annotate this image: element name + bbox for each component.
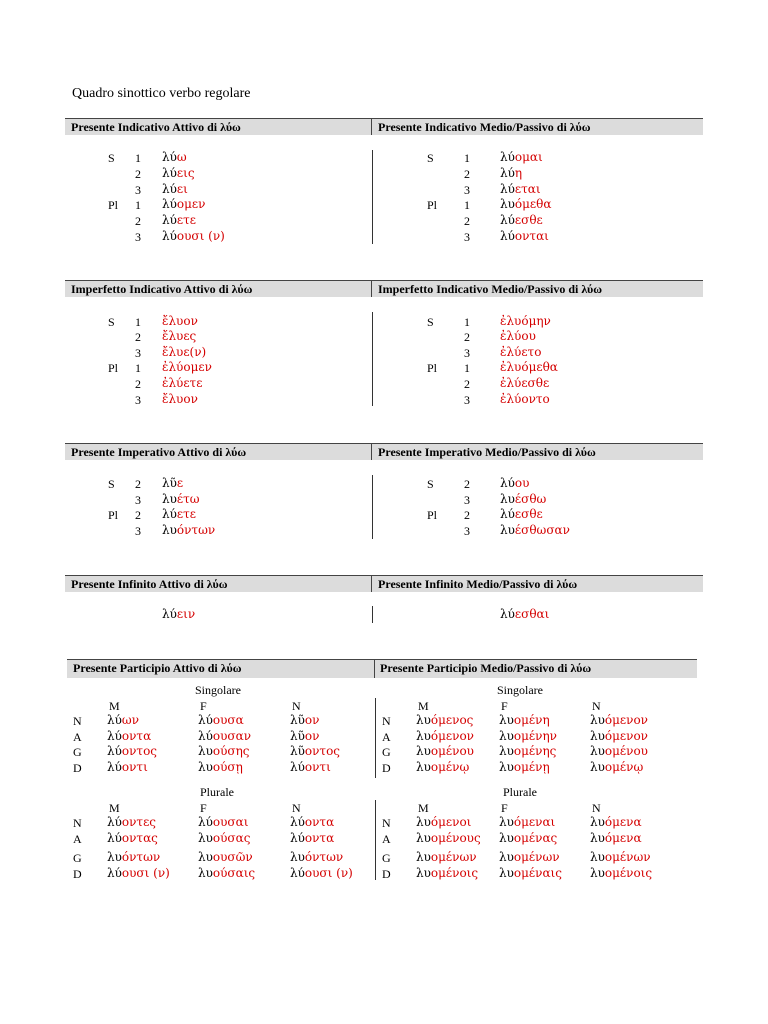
person-number: 1 — [135, 151, 141, 165]
header-divider — [371, 444, 372, 460]
page-title: Quadro sinottico verbo regolare — [72, 86, 251, 101]
participle-form: λυομένην — [499, 729, 557, 743]
verb-form: λύεσθε — [500, 213, 543, 227]
participle-form: λυόμενος — [416, 713, 474, 727]
case-label: D — [382, 867, 391, 881]
label-plural: Pl — [108, 198, 119, 212]
label-plural: Pl — [108, 508, 119, 522]
verb-form: ἐλύετε — [162, 376, 203, 390]
gender-header: N — [592, 699, 601, 713]
case-label: A — [382, 730, 391, 744]
person-number: 3 — [135, 493, 141, 507]
participle-form: λυόντων — [107, 850, 161, 864]
header-divider — [374, 660, 375, 678]
gender-header: N — [292, 699, 301, 713]
singular-label: Singolare — [195, 683, 241, 697]
person-number: 1 — [135, 361, 141, 375]
infinitive-active: λύειν — [162, 607, 196, 621]
participle-form: λυομένους — [416, 831, 481, 845]
person-number: 3 — [464, 183, 470, 197]
case-label: N — [382, 816, 391, 830]
header-left-title: Presente Participio Attivo di λύω — [73, 661, 242, 675]
verb-form: λύη — [500, 166, 523, 180]
person-number: 3 — [135, 346, 141, 360]
gender-header: M — [418, 801, 429, 815]
section-header-pres-ind — [65, 118, 703, 135]
verb-form: λῦε — [162, 476, 184, 490]
person-number: 2 — [464, 377, 470, 391]
verb-form: λύονται — [500, 229, 549, 243]
participle-form: λύουσι (ν) — [290, 866, 353, 880]
label-plural: Pl — [427, 361, 438, 375]
case-label: G — [73, 851, 82, 865]
verb-form: λυέτω — [162, 492, 200, 506]
participle-form: λύοντος — [107, 744, 158, 758]
participle-form: λύουσα — [198, 713, 244, 727]
participle-form: λυομένου — [416, 744, 474, 758]
plural-label: Plurale — [503, 785, 537, 799]
verb-form: ἐλυόμεθα — [500, 360, 558, 374]
header-left-title: Imperfetto Indicativo Attivo di λύω — [71, 282, 253, 296]
header-left-title: Presente Imperativo Attivo di λύω — [71, 445, 247, 459]
person-number: 1 — [464, 198, 470, 212]
case-label: A — [73, 730, 82, 744]
person-number: 3 — [135, 393, 141, 407]
participle-form: λυομένοις — [590, 866, 653, 880]
verb-form: λύετε — [162, 507, 196, 521]
header-divider — [371, 119, 372, 135]
participle-form: λυούσης — [198, 744, 250, 758]
infinitive-middle: λύεσθαι — [500, 607, 550, 621]
verb-form: λυέσθωσαν — [500, 523, 570, 537]
verb-form: ἐλυόμην — [500, 314, 551, 328]
verb-form: λύου — [500, 476, 530, 490]
person-number: 1 — [464, 361, 470, 375]
person-number: 2 — [135, 330, 141, 344]
participle-form: λυόμενον — [590, 729, 648, 743]
column-divider — [372, 606, 373, 623]
participle-form: λυόντων — [290, 850, 344, 864]
participle-form: λυομένῳ — [590, 760, 644, 774]
person-number: 2 — [464, 330, 470, 344]
person-number: 2 — [464, 167, 470, 181]
plural-label: Plurale — [200, 785, 234, 799]
participle-form: λυομέναις — [499, 866, 562, 880]
participle-form: λυόμενα — [590, 815, 642, 829]
participle-form: λῦοντος — [290, 744, 341, 758]
participle-form: λυομένη — [499, 713, 550, 727]
participle-form: λύοντα — [107, 729, 152, 743]
gender-header: N — [292, 801, 301, 815]
verb-form: ἐλύεσθε — [500, 376, 550, 390]
gender-header: F — [200, 699, 207, 713]
verb-form: ἔλυον — [162, 392, 198, 406]
header-right-title: Presente Imperativo Medio/Passivo di λύω — [378, 445, 596, 459]
participle-form: λύοντα — [290, 815, 335, 829]
section-header-pres-part — [67, 659, 697, 678]
participle-form: λυούσας — [198, 831, 251, 845]
participle-form: λύοντα — [290, 831, 335, 845]
verb-form: ἐλύομεν — [162, 360, 212, 374]
participle-form: λυόμεναι — [499, 815, 556, 829]
person-number: 2 — [135, 508, 141, 522]
person-number: 2 — [135, 167, 141, 181]
gender-header: M — [418, 699, 429, 713]
participle-form: λυομένῃ — [499, 760, 550, 774]
person-number: 1 — [135, 198, 141, 212]
verb-form: ἔλυες — [162, 329, 197, 343]
case-label: G — [382, 745, 391, 759]
column-divider — [372, 150, 373, 244]
label-plural: Pl — [108, 361, 119, 375]
person-number: 1 — [135, 315, 141, 329]
person-number: 3 — [135, 230, 141, 244]
verb-form: λυόμεθα — [500, 197, 552, 211]
person-number: 2 — [464, 477, 470, 491]
label-plural: Pl — [427, 198, 438, 212]
column-divider — [375, 800, 376, 880]
person-number: 2 — [135, 477, 141, 491]
participle-form: λῦον — [290, 729, 320, 743]
person-number: 2 — [464, 214, 470, 228]
person-number: 1 — [464, 315, 470, 329]
participle-form: λύουσαι — [198, 815, 249, 829]
person-number: 1 — [464, 151, 470, 165]
person-number: 3 — [464, 230, 470, 244]
verb-form: ἐλύου — [500, 329, 536, 343]
participle-form: λύοντι — [290, 760, 331, 774]
person-number: 3 — [464, 346, 470, 360]
person-number: 2 — [135, 214, 141, 228]
singular-label: Singolare — [497, 683, 543, 697]
gender-header: N — [592, 801, 601, 815]
gender-header: F — [501, 699, 508, 713]
gender-header: M — [109, 699, 120, 713]
participle-form: λύουσαν — [198, 729, 252, 743]
participle-form: λυομένης — [499, 744, 557, 758]
verb-form: λύει — [162, 182, 188, 196]
verb-form: λύουσι (ν) — [162, 229, 225, 243]
verb-form: λύετε — [162, 213, 196, 227]
verb-form: λύομαι — [500, 150, 543, 164]
header-left-title: Presente Infinito Attivo di λύω — [71, 577, 228, 591]
person-number: 3 — [135, 524, 141, 538]
participle-form: λυόμενον — [416, 729, 474, 743]
header-right-title: Presente Infinito Medio/Passivo di λύω — [378, 577, 578, 591]
case-label: N — [73, 714, 82, 728]
header-right-title: Presente Participio Medio/Passivo di λύω — [380, 661, 592, 675]
label-singular: S — [427, 151, 434, 165]
participle-form: λύοντας — [107, 831, 158, 845]
participle-form: λυούσαις — [198, 866, 256, 880]
person-number: 2 — [135, 377, 141, 391]
case-label: A — [382, 832, 391, 846]
participle-form: λυόμενοι — [416, 815, 472, 829]
person-number: 3 — [464, 493, 470, 507]
section-header-pres-inf — [65, 575, 703, 592]
person-number: 3 — [135, 183, 141, 197]
gender-header: M — [109, 801, 120, 815]
participle-form: λυομένας — [499, 831, 558, 845]
verb-form: λύεται — [500, 182, 541, 196]
participle-form: λυομένων — [590, 850, 651, 864]
column-divider — [375, 698, 376, 778]
label-plural: Pl — [427, 508, 438, 522]
verb-form: ἔλυε(ν) — [162, 345, 207, 359]
case-label: G — [382, 851, 391, 865]
case-label: A — [73, 832, 82, 846]
header-right-title: Presente Indicativo Medio/Passivo di λύω — [378, 120, 591, 134]
participle-form: λυομένων — [416, 850, 477, 864]
person-number: 3 — [464, 524, 470, 538]
label-singular: S — [108, 315, 115, 329]
participle-form: λυομένων — [499, 850, 560, 864]
label-singular: S — [427, 477, 434, 491]
participle-form: λῦον — [290, 713, 320, 727]
participle-form: λυομένῳ — [416, 760, 470, 774]
case-label: G — [73, 745, 82, 759]
header-left-title: Presente Indicativo Attivo di λύω — [71, 120, 241, 134]
verb-form: ἐλύετο — [500, 345, 542, 359]
case-label: D — [382, 761, 391, 775]
participle-form: λύουσι (ν) — [107, 866, 170, 880]
verb-form: λύεσθε — [500, 507, 543, 521]
case-label: N — [73, 816, 82, 830]
gender-header: F — [200, 801, 207, 815]
verb-form: λύεις — [162, 166, 195, 180]
case-label: D — [73, 867, 82, 881]
person-number: 3 — [464, 393, 470, 407]
participle-form: λυουσῶν — [198, 850, 253, 864]
participle-form: λύοντι — [107, 760, 148, 774]
participle-form: λυομένου — [590, 744, 648, 758]
verb-form: ἔλυον — [162, 314, 198, 328]
participle-form: λυούσῃ — [198, 760, 243, 774]
person-number: 2 — [464, 508, 470, 522]
participle-form: λυόμενα — [590, 831, 642, 845]
column-divider — [372, 312, 373, 406]
verb-form: λύω — [162, 150, 187, 164]
case-label: D — [73, 761, 82, 775]
participle-form: λύοντες — [107, 815, 157, 829]
participle-form: λυόμενον — [590, 713, 648, 727]
participle-form: λυομένοις — [416, 866, 479, 880]
verb-form: λύομεν — [162, 197, 206, 211]
header-right-title: Imperfetto Indicativo Medio/Passivo di λύω — [378, 282, 603, 296]
verb-form: λυόντων — [162, 523, 216, 537]
column-divider — [372, 475, 373, 539]
header-divider — [371, 281, 372, 297]
section-header-pres-imp — [65, 443, 703, 460]
case-label: N — [382, 714, 391, 728]
label-singular: S — [108, 151, 115, 165]
section-header-impf-ind — [65, 280, 703, 297]
header-divider — [371, 576, 372, 592]
label-singular: S — [108, 477, 115, 491]
label-singular: S — [427, 315, 434, 329]
verb-form: ἐλύοντο — [500, 392, 550, 406]
verb-form: λυέσθω — [500, 492, 547, 506]
gender-header: F — [501, 801, 508, 815]
participle-form: λύων — [107, 713, 139, 727]
